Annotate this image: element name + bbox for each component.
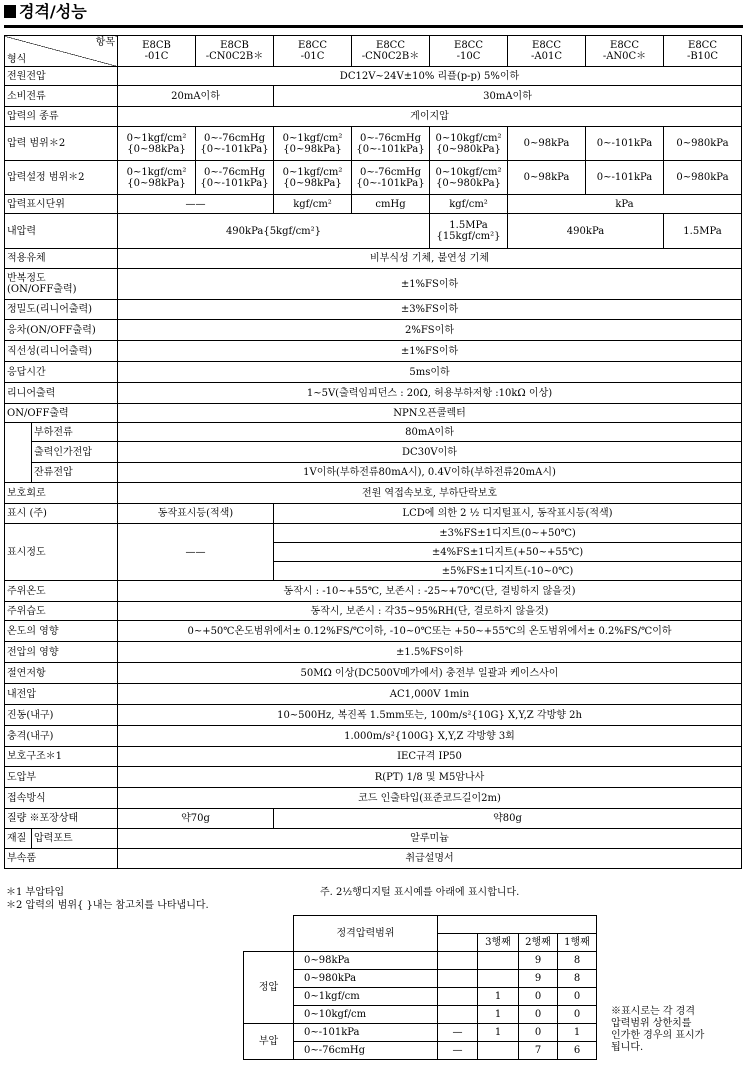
table-row: 압력 범위＊2 0~1kgf/cm² {0~98kPa} 0~-76cmHg {0~-101kPa} 0~1kgf/cm² {0~98kPa} 0~-76cmHg {0~-101kPa} 0~10kgf/cm² {0~980kPa} 0~98kPa 0~-101kPa 0~980kPa (5, 127, 742, 161)
header-corner: 항목 형식 (5, 36, 118, 67)
table-row: 직선성(리니어출력) ±1%FS이하 (5, 341, 742, 362)
table-row: 접속방식 코드 인출타입(표준코드길이2m) (5, 788, 742, 809)
table-row: 절연저항 50MΩ 이상(DC500V메가에서) 충전부 일괄과 케이스사이 (5, 663, 742, 684)
table-row: 보호구조＊1 IEC규격 IP50 (5, 747, 742, 767)
table-row: 내전압 AC1,000V 1min (5, 684, 742, 705)
square-bullet-icon (4, 5, 16, 18)
table-row: 전원전압 DC12V~24V±10% 리플(p-p) 5%이하 (5, 67, 742, 86)
display-note-side: ※표시로는 각 경격 압력범위 상한치를 인가한 경우의 표시가 됩니다. (611, 1006, 705, 1053)
model-header: E8CC -01C (274, 36, 352, 67)
table-row: 응차(ON/OFF출력) 2%FS이하 (5, 320, 742, 341)
display-note: 주. 2½행디지털 표시예를 아래에 표시합니다. (320, 887, 520, 898)
table-row: 온도의 영향 0~+50℃온도범위에서± 0.12%FS/℃이하, -10~0℃또는 +50~+55℃의 온도범위에서± 0.2%FS/℃이하 (5, 621, 742, 642)
table-row: 적용유체 비부식성 기체, 불연성 기체 (5, 249, 742, 269)
table-row: 보호회로 전원 역접속보호, 부하단락보호 (5, 483, 742, 504)
table-row: 진동(내구) 10~500Hz, 복진폭 1.5mm또는, 100m/s²{10G} X,Y,Z 각방향 2h (5, 705, 742, 726)
footnote-2: ＊2 압력의 범위{ }내는 참고치를 나타냅니다. (6, 900, 209, 911)
model-header: E8CB -CN0C2B＊ (196, 36, 274, 67)
table-row: 응답시간 5ms이하 (5, 362, 742, 383)
table-row: 압력의 종류 게이지압 (5, 107, 742, 127)
model-header: E8CC -10C (430, 36, 508, 67)
title-rule (4, 25, 743, 28)
footnote-1: ＊1 부압타입 (6, 887, 65, 898)
model-header: E8CC -CN0C2B＊ (352, 36, 430, 67)
table-row: 도압부 R(PT) 1/8 및 M5암나사 (5, 767, 742, 788)
table-row: 내압력 490kPa{5kgf/cm²} 1.5MPa {15kgf/cm²} 490kPa 1.5MPa (5, 214, 742, 249)
table-row: ±5%FS±1디지트(-10~0℃) (5, 562, 742, 581)
table-row: 압력설정 범위＊2 0~1kgf/cm² {0~98kPa} 0~-76cmHg {0~-101kPa} 0~1kgf/cm² {0~98kPa} 0~-76cmHg {0~-101kPa} 0~10kgf/cm² {0~980kPa} 0~98kPa 0~-101kPa 0~980kPa (5, 161, 742, 195)
table-row: 표시정도 —— ±3%FS±1디지트(0~+50℃) (5, 524, 742, 543)
table-row: 질량 ※포장상태 약70g 약80g (5, 809, 742, 829)
model-header: E8CC -B10C (664, 36, 742, 67)
table-row: 전압의 영향 ±1.5%FS이하 (5, 642, 742, 663)
display-example-table: 정격압력범위 3행째 2행째 1행째 정압 0~98kPa 9 8 0~980kPa 9 8 0~1kgf/cm 1 0 0 0~10kgf/cm 1 0 0 부압 0~-101kPa — 1 0 1 0~-76cmHg — 7 6 (243, 915, 597, 1060)
model-header: E8CC -AN0C＊ (586, 36, 664, 67)
table-row: 잔류전압 1V이하(부하전류80mA시), 0.4V이하(부하전류20mA시) (5, 463, 742, 483)
table-row: 재질 압력포트 알루미늄 (5, 829, 742, 849)
table-row: 소비전류 20mA이하 30mA이하 (5, 86, 742, 107)
table-row: 압력표시단위 —— kgf/cm² cmHg kgf/cm² kPa (5, 195, 742, 214)
table-row: 정밀도(리니어출력) ±3%FS이하 (5, 300, 742, 320)
table-row: 표시 (주) 동작표시등(적색) LCD에 의한 2 ½ 디지털표시, 동작표시등(적색) (5, 504, 742, 524)
table-row: 부속품 취급설명서 (5, 849, 742, 869)
table-row: 충격(내구) 1.000m/s²{100G} X,Y,Z 각방향 3회 (5, 726, 742, 747)
header-row (5, 36, 742, 67)
table-row: 주위온도 동작시 : -10~+55℃, 보존시 : -25~+70℃(단, 결빙하지 않을것) (5, 581, 742, 602)
model-header: E8CC -A01C (508, 36, 586, 67)
table-row: 반복정도 (ON/OFF출력) ±1%FS이하 (5, 269, 742, 300)
spec-table (4, 35, 742, 869)
table-row: ±4%FS±1디지트(+50~+55℃) (5, 543, 742, 562)
table-row: 출력인가전압 DC30V이하 (5, 442, 742, 463)
table-row: 부하전류 80mA이하 (5, 423, 742, 442)
table-row: 리니어출력 1~5V(출력임피던스 : 20Ω, 허용부하저항 :10kΩ 이상) (5, 383, 742, 404)
model-header: E8CB -01C (118, 36, 196, 67)
table-row: 주위습도 동작시, 보존시 : 각35~95%RH(단, 결로하지 않을것) (5, 602, 742, 621)
page-title: 경격/성능 (4, 2, 87, 22)
table-row: ON/OFF출력 NPN오픈콜렉터 (5, 404, 742, 423)
